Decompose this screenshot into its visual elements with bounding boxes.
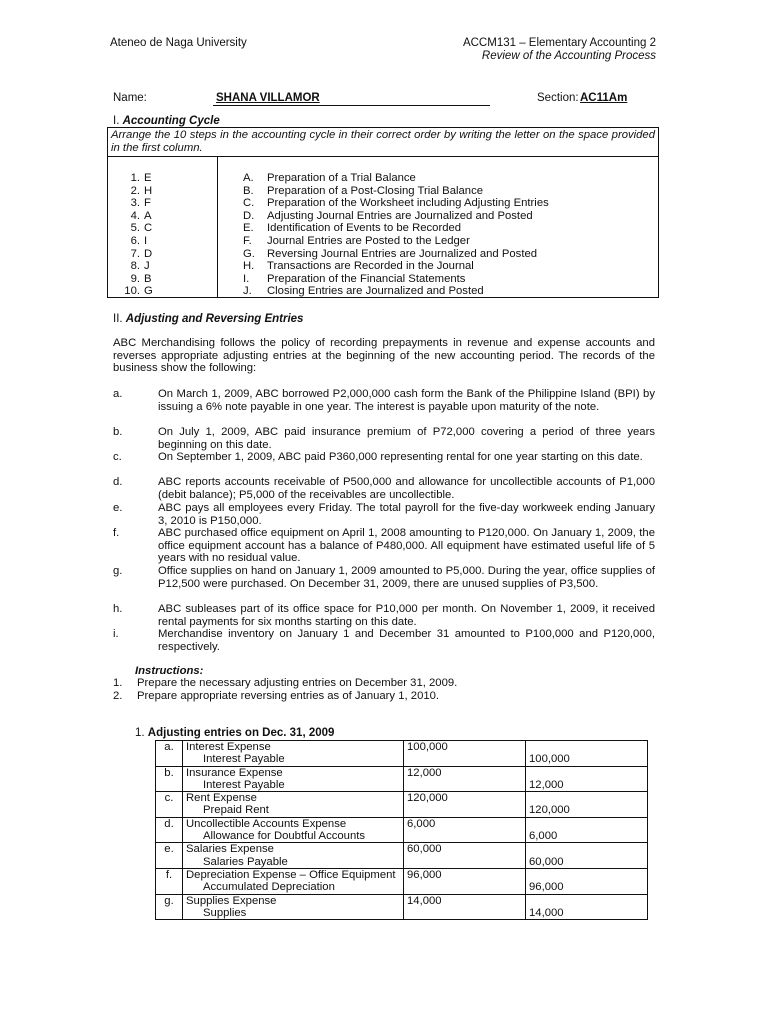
name-label: Name: — [113, 92, 147, 104]
answer-letter: F — [144, 197, 151, 210]
instruction-text: Prepare the necessary adjusting entries on December 31, 2009. — [137, 677, 458, 689]
transaction-text: Merchandise inventory on January 1 and December 31 amounted to P100,000 and P120,000, respectively. — [158, 628, 655, 653]
answer-row — [118, 260, 153, 273]
entry-letter: a. — [156, 741, 183, 754]
part2-heading — [113, 313, 303, 326]
entry-letter-empty — [156, 830, 183, 843]
answer-row — [118, 197, 153, 210]
answer-row — [118, 185, 153, 198]
answer-letter: H — [144, 184, 153, 197]
debit-account: Insurance Expense — [183, 766, 404, 779]
credit-debit-cell — [404, 779, 526, 792]
debit-account: Uncollectible Accounts Expense — [183, 817, 404, 830]
step-text: Transactions are Recorded in the Journal — [267, 260, 474, 273]
answer-letter: A — [144, 209, 152, 222]
answer-number: 7. — [130, 247, 140, 260]
part2-title: Adjusting and Reversing Entries — [125, 313, 304, 325]
step-letter: I. — [243, 272, 250, 285]
transaction-letter: g. — [113, 565, 123, 577]
step-row — [243, 210, 549, 223]
step-letter: H. — [243, 260, 255, 273]
transaction-text: ABC pays all employees every Friday. The total payroll for the five-day workweek ending January 3, 2010 is P150,000. — [158, 502, 655, 527]
transaction-letter: f. — [113, 527, 120, 539]
step-row — [243, 185, 549, 198]
debit-credit-cell — [526, 843, 648, 856]
credit-account-name: Salaries Payable — [203, 855, 288, 868]
step-row — [243, 248, 549, 261]
step-letter: F. — [243, 234, 252, 247]
credit-account — [183, 830, 404, 843]
answer-letter: D — [144, 247, 153, 260]
part2-number: II. — [113, 313, 126, 325]
adjusting-entries-number: 1. — [135, 727, 148, 739]
part1-heading — [113, 115, 220, 128]
answer-row — [118, 273, 153, 286]
entry-letter: b. — [156, 766, 183, 779]
course-header — [463, 37, 656, 62]
name-value: SHANA VILLAMOR — [216, 92, 320, 104]
step-letter: E. — [243, 222, 254, 235]
part1-title: Accounting Cycle — [122, 115, 220, 127]
credit-debit-cell — [404, 830, 526, 843]
entry-debit-row — [156, 766, 648, 779]
credit-debit-cell — [404, 907, 526, 920]
entry-credit-row — [156, 779, 648, 792]
credit-account — [183, 856, 404, 869]
answer-number: 8. — [130, 260, 140, 273]
debit-credit-cell — [526, 766, 648, 779]
debit-amount: 96,000 — [404, 868, 526, 881]
transaction-letter: d. — [113, 476, 123, 488]
credit-debit-cell — [404, 804, 526, 817]
step-row — [243, 285, 549, 298]
credit-debit-cell — [404, 856, 526, 869]
answer-number: 3. — [130, 197, 140, 210]
section-value: AC11Am — [580, 92, 628, 104]
step-text: Preparation of a Trial Balance — [267, 172, 416, 184]
transaction-text: ABC purchased office equipment on April 1, 2008 amounting to P120,000. On January 1, 2009, the office equipment account has a balance of P480,000. All equipment have estimated useful life of 5 years with no residual value. — [158, 527, 655, 565]
step-row — [243, 172, 549, 185]
adjusting-entries-title: Adjusting entries on Dec. 31, 2009 — [147, 727, 335, 739]
entry-letter-empty — [156, 881, 183, 894]
course-subtitle: Review of the Accounting Process — [481, 49, 656, 62]
debit-account: Salaries Expense — [183, 843, 404, 856]
step-text: Journal Entries are Posted to the Ledger — [267, 234, 470, 247]
answer-number: 6. — [130, 234, 140, 247]
credit-account-name: Accumulated Depreciation — [203, 881, 335, 894]
credit-amount: 60,000 — [526, 856, 648, 869]
step-letter: A. — [243, 172, 254, 184]
entry-letter: g. — [156, 894, 183, 907]
debit-account: Interest Expense — [183, 741, 404, 754]
instructions-title: Instructions: — [135, 665, 204, 677]
transaction-letter: e. — [113, 502, 123, 514]
entry-credit-row — [156, 804, 648, 817]
answer-number: 4. — [130, 209, 140, 222]
step-row — [243, 222, 549, 235]
step-text: Preparation of the Worksheet including Adjusting Entries — [267, 197, 549, 210]
entry-debit-row — [156, 843, 648, 856]
transaction-text: Office supplies on hand on January 1, 2009 amounted to P5,000. During the year, office supplies of P12,500 were purchased. On December 31, 2009, there are unused supplies of P3,500. — [158, 565, 655, 590]
step-row — [243, 235, 549, 248]
debit-account: Depreciation Expense – Office Equipment — [183, 868, 404, 881]
credit-account — [183, 779, 404, 792]
answer-number: 9. — [130, 272, 140, 285]
instruction-number: 1. — [113, 677, 123, 689]
transaction-text: ABC subleases part of its office space for P10,000 per month. On November 1, 2009, it received rental payments for six months starting on this date. — [158, 603, 655, 628]
step-row — [243, 260, 549, 273]
step-letter: D. — [243, 209, 255, 222]
answer-number: 1. — [130, 172, 140, 184]
answer-row — [118, 235, 153, 248]
answer-letter: I — [144, 234, 148, 247]
credit-account-name: Interest Payable — [203, 753, 285, 766]
credit-account — [183, 753, 404, 766]
debit-credit-cell — [526, 894, 648, 907]
credit-account-name: Interest Payable — [203, 778, 285, 791]
credit-account — [183, 881, 404, 894]
step-text: Preparation of a Post-Closing Trial Balance — [267, 184, 484, 197]
instructions-list — [113, 677, 457, 702]
entry-letter-empty — [156, 753, 183, 766]
accounting-cycle-box — [107, 127, 659, 298]
answer-letter: B — [144, 272, 152, 285]
entry-debit-row — [156, 868, 648, 881]
university-name: Ateneo de Naga University — [110, 37, 247, 49]
step-text: Reversing Journal Entries are Journalized and Posted — [267, 247, 538, 260]
accounting-cycle-instructions: Arrange the 10 steps in the accounting cycle in their correct order by writing the letter on the space provided in the first column. — [108, 128, 658, 157]
instruction-number: 2. — [113, 689, 123, 702]
transaction-letter: a. — [113, 388, 123, 400]
answer-column — [118, 172, 153, 298]
entry-letter-empty — [156, 804, 183, 817]
entry-debit-row — [156, 894, 648, 907]
debit-account: Rent Expense — [183, 792, 404, 805]
section-label: Section: — [537, 92, 579, 104]
debit-credit-cell — [526, 868, 648, 881]
instruction-text: Prepare appropriate reversing entries as of January 1, 2010. — [137, 689, 440, 702]
part2-intro: ABC Merchandising follows the policy of recording prepayments in revenue and expense accounts and reverses appropriate adjusting entries at the beginning of the new accounting period. The records of the business show the following: — [113, 337, 655, 375]
answer-row — [118, 222, 153, 235]
entry-credit-row — [156, 856, 648, 869]
answer-letter: E — [144, 172, 152, 184]
name-underline — [213, 105, 490, 106]
answer-number: 10. — [124, 285, 140, 298]
debit-credit-cell — [526, 792, 648, 805]
transaction-text: ABC reports accounts receivable of P500,000 and allowance for uncollectible accounts of P1,000 (debit balance); P5,000 of the receivables are uncollectible. — [158, 476, 655, 501]
answer-letter: C — [144, 222, 153, 235]
debit-amount: 6,000 — [404, 817, 526, 830]
part1-number: I. — [113, 115, 123, 127]
adjusting-entries-heading — [135, 727, 334, 740]
step-text: Adjusting Journal Entries are Journalized and Posted — [267, 209, 533, 222]
entry-letter: c. — [156, 792, 183, 805]
entry-credit-row — [156, 881, 648, 894]
entry-credit-row — [156, 753, 648, 766]
transaction-letter: h. — [113, 603, 123, 615]
entry-letter: e. — [156, 843, 183, 856]
instruction-item — [113, 677, 457, 690]
instruction-item — [113, 690, 457, 703]
answer-row — [118, 172, 153, 185]
transaction-text: On September 1, 2009, ABC paid P360,000 representing rental for one year starting on this date. — [158, 451, 643, 463]
column-divider — [217, 156, 218, 297]
debit-account: Supplies Expense — [183, 894, 404, 907]
credit-account-name: Supplies — [203, 906, 247, 919]
transaction-letter: i. — [113, 628, 119, 640]
entry-debit-row — [156, 792, 648, 805]
entry-letter-empty — [156, 856, 183, 869]
credit-debit-cell — [404, 881, 526, 894]
answer-number: 5. — [130, 222, 140, 235]
credit-amount: 6,000 — [526, 830, 648, 843]
entry-letter: f. — [156, 868, 183, 881]
answer-letter: J — [144, 260, 150, 273]
entry-credit-row — [156, 907, 648, 920]
answer-letter: G — [144, 285, 153, 298]
debit-credit-cell — [526, 741, 648, 754]
step-row — [243, 273, 549, 286]
transaction-text: On July 1, 2009, ABC paid insurance premium of P72,000 covering a period of three years beginning on this date. — [158, 426, 655, 451]
entry-letter-empty — [156, 907, 183, 920]
step-text: Identification of Events to be Recorded — [267, 222, 462, 235]
credit-amount: 12,000 — [526, 779, 648, 792]
step-row — [243, 197, 549, 210]
debit-amount: 14,000 — [404, 894, 526, 907]
step-letter: B. — [243, 184, 254, 197]
course-title: ACCM131 – Elementary Accounting 2 — [462, 37, 656, 49]
transaction-text: On March 1, 2009, ABC borrowed P2,000,000 cash form the Bank of the Philippine Island (BPI) by issuing a 6% note payable in one year. The interest is payable upon maturity of the note. — [158, 388, 655, 413]
step-letter: C. — [243, 197, 255, 210]
credit-debit-cell — [404, 753, 526, 766]
answer-row — [118, 285, 153, 298]
step-letter: J. — [243, 285, 252, 298]
credit-amount: 96,000 — [526, 881, 648, 894]
credit-amount: 14,000 — [526, 907, 648, 920]
debit-amount: 120,000 — [404, 792, 526, 805]
entry-debit-row — [156, 741, 648, 754]
entry-debit-row — [156, 817, 648, 830]
step-text: Preparation of the Financial Statements — [267, 272, 466, 285]
credit-account-name: Prepaid Rent — [203, 804, 269, 817]
entry-credit-row — [156, 830, 648, 843]
transaction-letter: c. — [113, 451, 122, 463]
answer-number: 2. — [130, 184, 140, 197]
credit-account — [183, 907, 404, 920]
step-letter: G. — [243, 247, 255, 260]
credit-amount: 120,000 — [526, 804, 648, 817]
adjusting-entries-table — [155, 740, 648, 920]
debit-credit-cell — [526, 817, 648, 830]
debit-amount: 60,000 — [404, 843, 526, 856]
credit-amount: 100,000 — [526, 753, 648, 766]
step-text: Closing Entries are Journalized and Posted — [267, 285, 484, 298]
debit-amount: 12,000 — [404, 766, 526, 779]
credit-account-name: Allowance for Doubtful Accounts — [203, 830, 366, 843]
entry-letter-empty — [156, 779, 183, 792]
steps-column — [243, 172, 549, 298]
credit-account — [183, 804, 404, 817]
transaction-letter: b. — [113, 426, 123, 438]
debit-amount: 100,000 — [404, 741, 526, 754]
entry-letter: d. — [156, 817, 183, 830]
answer-row — [118, 248, 153, 261]
answer-row — [118, 210, 153, 223]
